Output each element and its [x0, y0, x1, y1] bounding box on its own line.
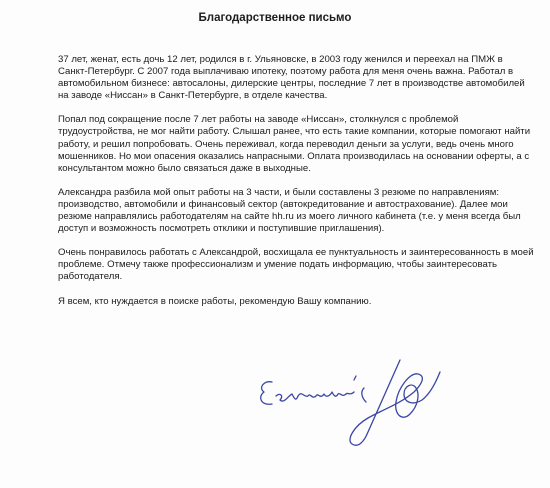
signature-name-stroke	[261, 376, 356, 404]
signature-flourish-stroke	[350, 360, 440, 445]
paragraph-personal-info: 37 лет, женат, есть дочь 12 лет, родился в г. Ульяновске, в 2003 году женился и переехал на ПМЖ в Санкт-Петербург. С 2007 года выплачиваю ипотеку, поэтому работа для меня очень важна. Работал в автомобильном бизнесе: автосалоны, дилерские центры, последние 7 лет в производстве автомобилей на заводе «Ниссан» в Санкт-Петербурге, в отделе качества.	[58, 54, 525, 102]
signature-drawing	[250, 352, 450, 452]
paragraph-resume-work: Александра разбила мой опыт работы на 3 части, и были составлены 3 резюме по направлениям: производство, автомобили и финансовый сектор (автокредитование и автострахование). Далее мои резюме направлялись работодателям на сайте hh.ru из моего личного кабинета (т.е. у меня всегда был доступ и возможность посмотреть отклики и поступившие приглашения).	[58, 186, 521, 235]
letter-title: Благодарственное письмо	[198, 12, 352, 24]
paragraph-recommendation: Я всем, кто нуждается в поиске работы, рекомендую Вашу компанию.	[58, 295, 372, 307]
handwritten-signature	[250, 352, 450, 452]
paragraph-job-search: Попал под сокращение после 7 лет работы на заводе «Ниссан», столкнулся с проблемой трудоустройства, не мог найти работу. Слышал ранее, что есть такие компании, которые помогают найти работу, и решил попробовать. Очень переживал, когда переводил деньги за услуги, ведь очень много мошенников. Но мои опасения оказались напрасными. Оплата производилась на основании оферты, а с консультантом можно было связаться даже в выходные.	[58, 114, 531, 174]
letter-body	[58, 54, 534, 308]
paragraph-praise: Очень понравилось работать с Александрой, восхищала ее пунктуальность и заинтересованность в моей проблеме. Отмечу также профессионализм и умение подать информацию, чтобы заинтересовать работодателя.	[58, 247, 534, 283]
